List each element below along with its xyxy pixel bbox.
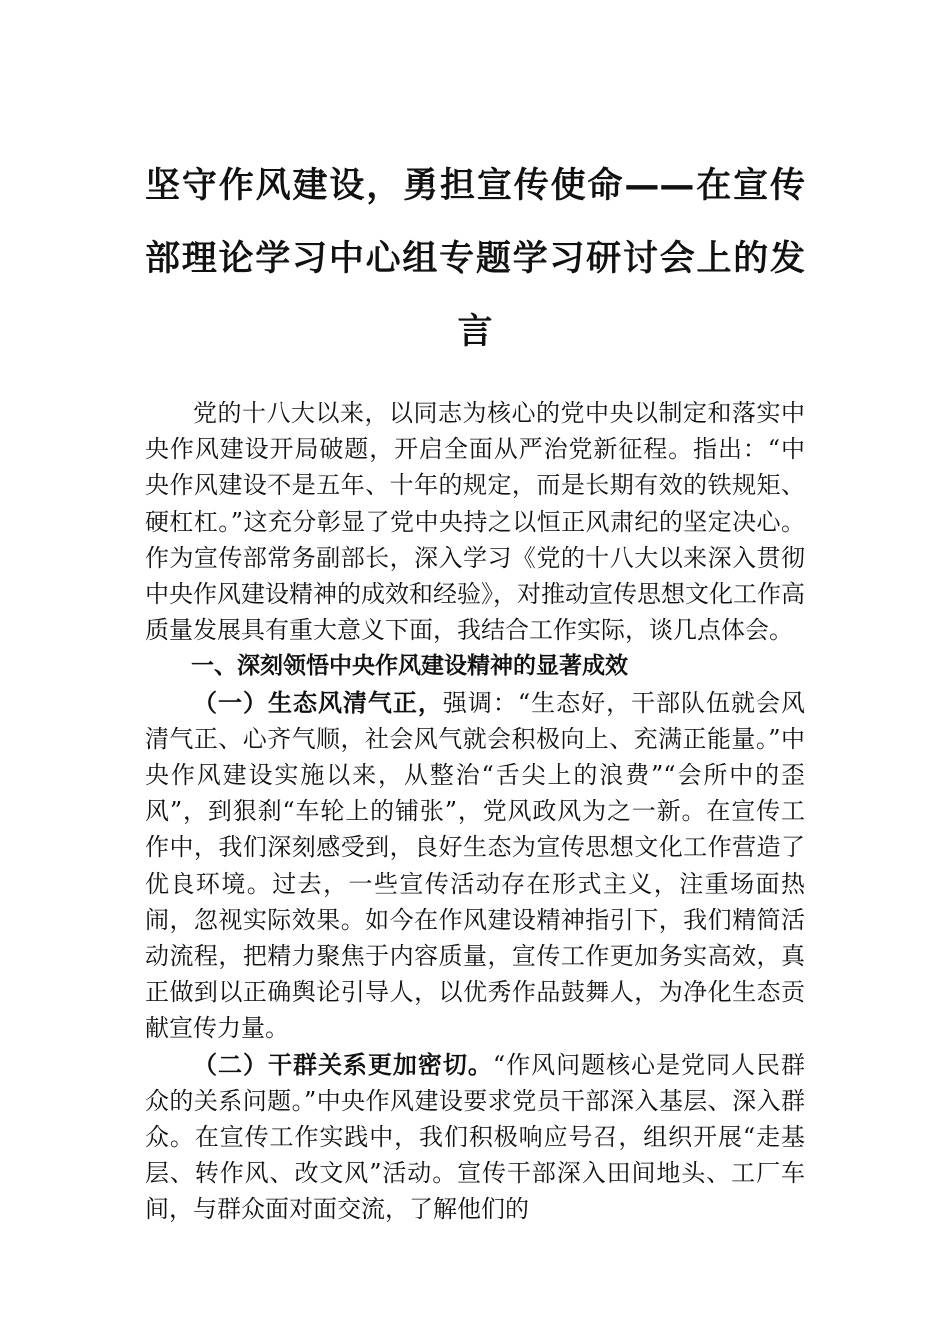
subsection-label-1: （一）生态风清气正， xyxy=(193,688,443,717)
subsection-paragraph-1 xyxy=(145,685,805,1047)
intro-paragraph: 党的十八大以来，以同志为核心的党中央以制定和落实中央作风建设开局破题，开启全面从严治党新征程。指出：“中央作风建设不是五年、十年的规定，而是长期有效的铁规矩、硬杠杠。”这充分彰显了党中央持之以恒正风肃纪的坚定决心。作为宣传部常务副部长，深入学习《党的十八大以来深入贯彻中央作风建设精神的成效和经验》，对推动宣传思想文化工作高质量发展具有重大意义下面，我结合工作实际，谈几点体会。 xyxy=(145,399,805,645)
subsection-paragraph-2 xyxy=(145,1047,805,1228)
subsection-text-2: “作风问题核心是党同人民群众的关系问题。”中央作风建设要求党员干部深入基层、深入群众。在宣传工作实践中，我们积极响应号召，组织开展“走基层、转作风、改文风”活动。宣传干部深入田间地头、工厂车间，与群众面对面交流，了解他们的 xyxy=(145,1050,805,1224)
document-title: 坚守作风建设，勇担宣传使命——在宣传部理论学习中心组专题学习研讨会上的发言 xyxy=(145,166,805,352)
subsection-label-2: （二）干群关系更加密切。 xyxy=(193,1050,493,1079)
document-body xyxy=(145,395,805,1228)
subsection-text-1: 强调：“生态好，干部队伍就会风清气正、心齐气顺，社会风气就会积极向上、充满正能量。”中央作风建设实施以来，从整治“舌尖上的浪费”“会所中的歪风”，到狠刹“车轮上的铺张”，党风政风为之一新。在宣传工作中，我们深刻感受到，良好生态为宣传思想文化工作营造了优良环境。过去，一些宣传活动存在形式主义，注重场面热闹，忽视实际效果。如今在作风建设精神指引下，我们精简活动流程，把精力聚焦于内容质量，宣传工作更加务实高效，真正做到以正确舆论引导人，以优秀作品鼓舞人，为净化生态贡献宣传力量。 xyxy=(145,688,805,1043)
section-heading: 一、深刻领悟中央作风建设精神的显著成效 xyxy=(191,653,628,680)
